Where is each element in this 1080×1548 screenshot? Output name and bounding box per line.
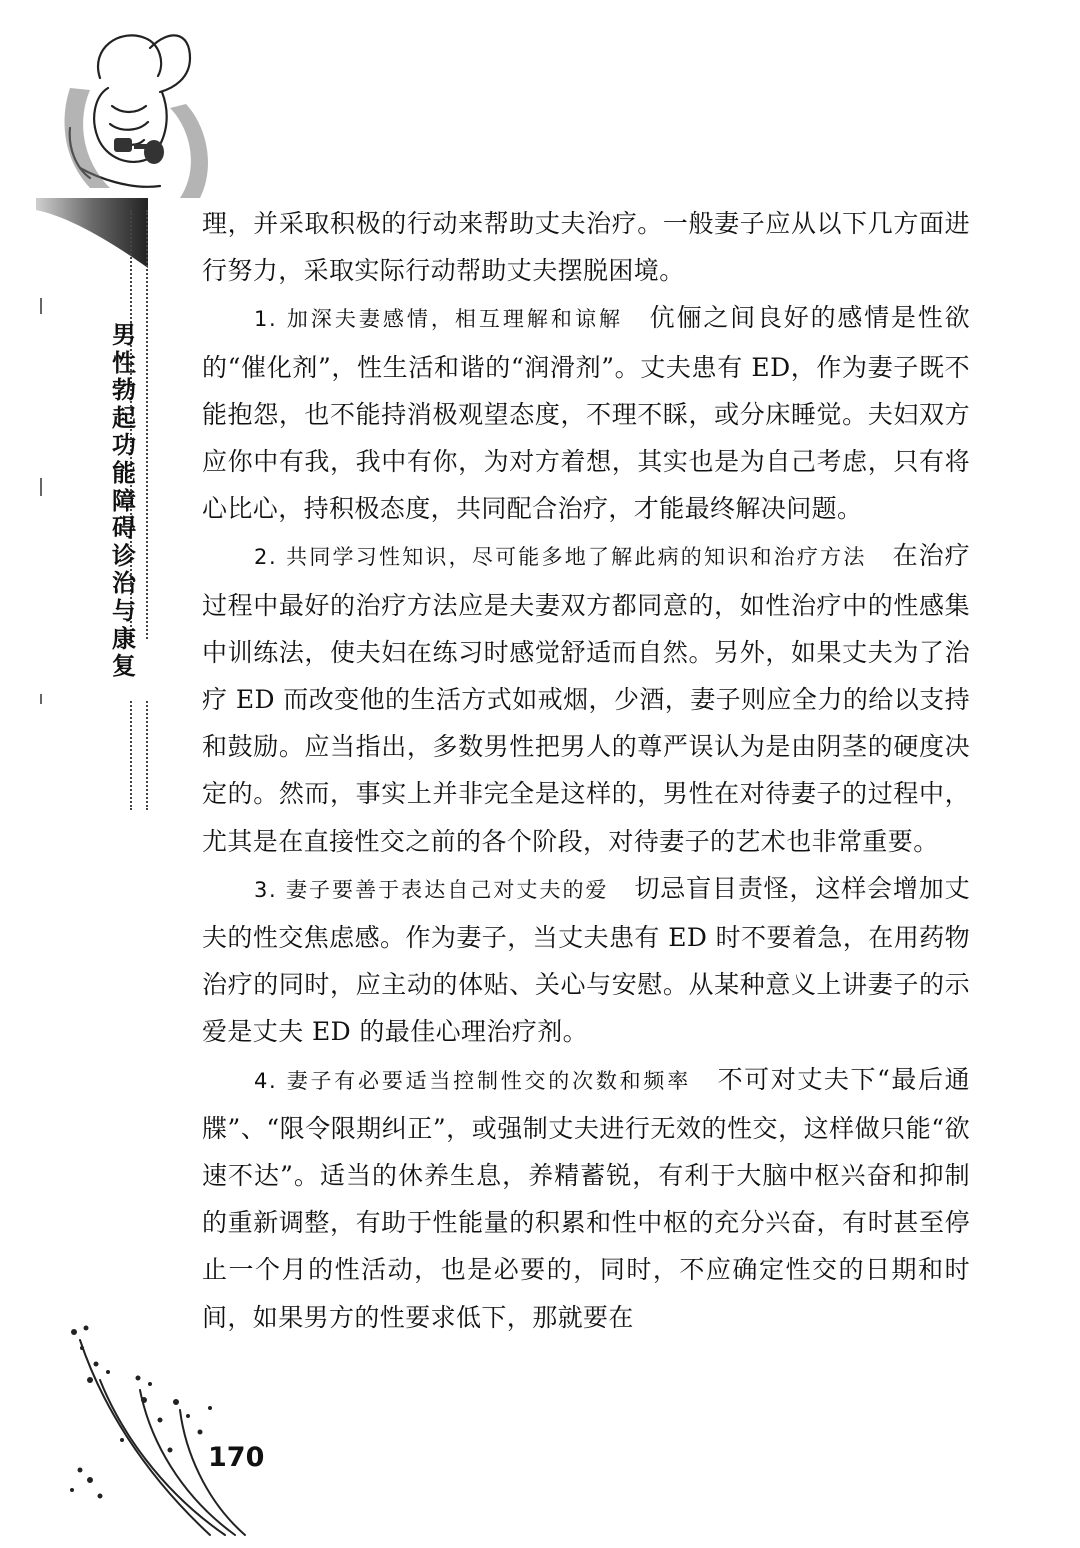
paragraph-text: 不可对丈夫下“最后通牒”、“限令限期纠正”，或强制丈夫进行无效的性交，这样做只能“欲速不达”。适当的休养生息，养精蓄锐，有利于大脑中枢兴奋和抑制的重新调整，有助于性能量的积累和性中枢的充分兴奋，有时甚至停止一个月的性活动，也是必要的，同时，不应确定性交的日期和时间，如果男方的性要求低下，那就要在 [202, 1064, 970, 1332]
item-heading: 1. 加深夫妻感情，相互理解和谅解 [254, 307, 623, 332]
paragraph-item-4 [202, 1056, 970, 1341]
paragraph-item-3 [202, 865, 970, 1056]
margin-tick [40, 694, 42, 704]
item-heading: 2. 共同学习性知识，尽可能多地了解此病的知识和治疗方法 [254, 545, 867, 570]
paragraph-item-1 [202, 294, 970, 532]
page-number: 170 [208, 1442, 265, 1473]
paragraph-text: 伉俪之间良好的感情是性欲的“催化剂”，性生活和谐的“润滑剂”。丈夫患有 ED，作为妻子既不能抱怨，也不能持消极观望态度，不理不睬，或分床睡觉。夫妇双方应你中有我，我中有你，为对方着想，其实也是为自己考虑，只有将心比心，持积极态度，共同配合治疗，才能最终解决问题。 [202, 303, 970, 524]
body-text [202, 200, 970, 1341]
sidebar-book-title: 男性勃起功能障碍诊治与康复 [112, 321, 136, 681]
margin-tick [40, 478, 42, 496]
paragraph-item-2 [202, 532, 970, 864]
margin-tick [40, 298, 42, 314]
bodybuilder-illustration [50, 18, 210, 208]
paragraph-text: 在治疗过程中最好的治疗方法应是夫妻双方都同意的，如性治疗中的性感集中训练法，使夫妇在练习时感觉舒适而自然。另外，如果丈夫为了治疗 ED 而改变他的生活方式如戒烟，少酒，妻子则应全力的给以支持和鼓励。应当指出，多数男性把男人的尊严误认为是由阴茎的硬度决定的。然而，事实上并非完全是这样的，男性在对待妻子的过程中，尤其是在直接性交之前的各个阶段，对待妻子的艺术也非常重要。 [202, 541, 971, 856]
item-heading: 3. 妻子要善于表达自己对丈夫的爱 [254, 877, 609, 902]
paragraph-text: 理，并采取积极的行动来帮助丈夫治疗。一般妻子应从以下几方面进行努力，采取实际行动帮助丈夫摆脱困境。 [202, 209, 970, 286]
item-heading: 4. 妻子有必要适当控制性交的次数和频率 [254, 1068, 691, 1093]
decorative-sprigs [60, 1320, 260, 1540]
paragraph-text: 切忌盲目责怪，这样会增加丈夫的性交焦虑感。作为妻子，当丈夫患有 ED 时不要着急，在用药物治疗的同时，应主动的体贴、关心与安慰。从某种意义上讲妻子的示爱是丈夫 ED 的最佳心理治疗剂。 [202, 873, 970, 1047]
paragraph-intro [202, 200, 970, 294]
sidebar-rule-right [146, 210, 148, 810]
